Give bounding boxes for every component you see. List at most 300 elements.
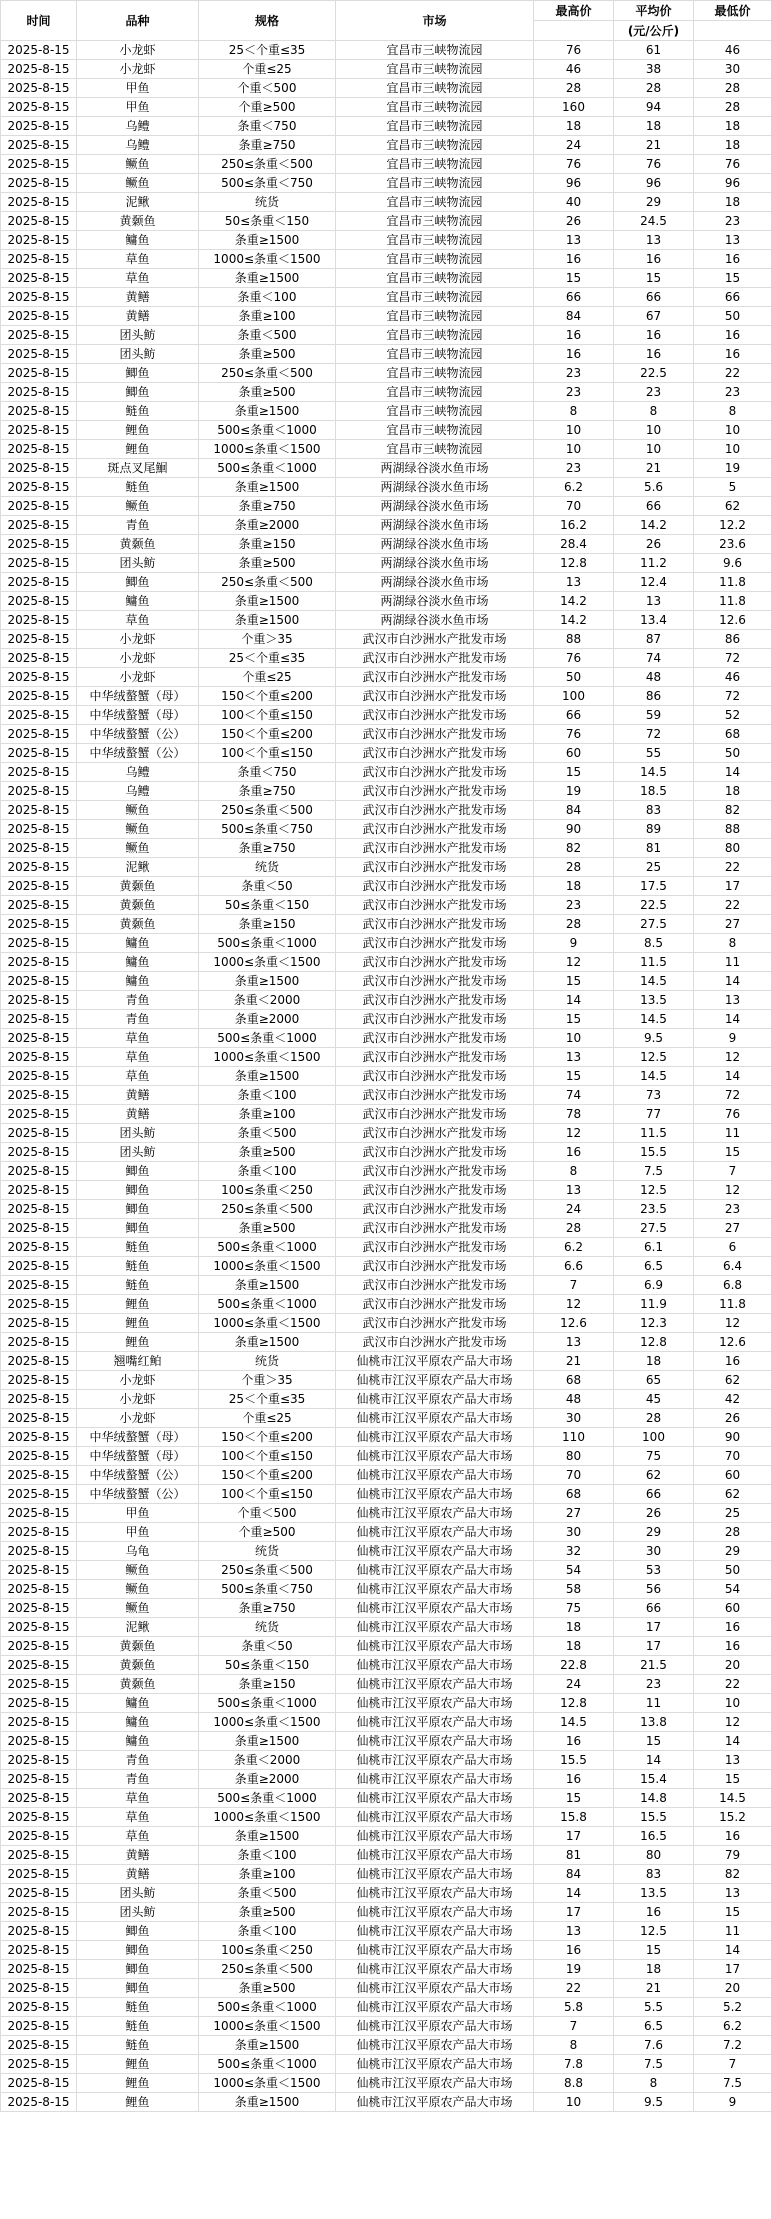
cell-time: 2025-8-15 (1, 535, 77, 554)
cell-min-price: 20 (694, 1656, 771, 1675)
cell-time: 2025-8-15 (1, 2036, 77, 2055)
table-row (1, 402, 771, 421)
cell-market: 武汉市白沙洲水产批发市场 (336, 915, 534, 934)
cell-spec: 250≤条重＜500 (199, 1561, 336, 1580)
table-row (1, 1732, 771, 1751)
cell-max-price: 40 (534, 193, 614, 212)
cell-avg-price: 16 (614, 1903, 694, 1922)
cell-spec: 1000≤条重＜1500 (199, 1048, 336, 1067)
cell-max-price: 81 (534, 1846, 614, 1865)
cell-time: 2025-8-15 (1, 1751, 77, 1770)
cell-time: 2025-8-15 (1, 1637, 77, 1656)
cell-time: 2025-8-15 (1, 212, 77, 231)
cell-variety: 鲢鱼 (77, 1276, 199, 1295)
cell-avg-price: 81 (614, 839, 694, 858)
cell-spec: 条重＜50 (199, 1637, 336, 1656)
table-row (1, 1447, 771, 1466)
cell-avg-price: 23.5 (614, 1200, 694, 1219)
cell-time: 2025-8-15 (1, 649, 77, 668)
cell-max-price: 46 (534, 60, 614, 79)
cell-variety: 鲢鱼 (77, 1257, 199, 1276)
cell-min-price: 6 (694, 1238, 771, 1257)
cell-market: 宜昌市三峡物流园 (336, 364, 534, 383)
cell-avg-price: 74 (614, 649, 694, 668)
cell-avg-price: 5.6 (614, 478, 694, 497)
cell-avg-price: 15.5 (614, 1808, 694, 1827)
cell-avg-price: 59 (614, 706, 694, 725)
cell-time: 2025-8-15 (1, 421, 77, 440)
cell-max-price: 15.5 (534, 1751, 614, 1770)
cell-min-price: 14 (694, 1010, 771, 1029)
cell-max-price: 13 (534, 1333, 614, 1352)
cell-spec: 条重＜100 (199, 288, 336, 307)
cell-min-price: 6.2 (694, 2017, 771, 2036)
cell-max-price: 12.6 (534, 1314, 614, 1333)
cell-time: 2025-8-15 (1, 668, 77, 687)
cell-market: 武汉市白沙洲水产批发市场 (336, 1200, 534, 1219)
cell-spec: 个重≤25 (199, 668, 336, 687)
cell-time: 2025-8-15 (1, 1124, 77, 1143)
cell-avg-price: 10 (614, 421, 694, 440)
cell-max-price: 76 (534, 649, 614, 668)
cell-variety: 黄颡鱼 (77, 896, 199, 915)
cell-avg-price: 11.5 (614, 1124, 694, 1143)
cell-max-price: 76 (534, 41, 614, 60)
cell-spec: 条重≥150 (199, 915, 336, 934)
cell-min-price: 10 (694, 1694, 771, 1713)
cell-spec: 500≤条重＜1000 (199, 1295, 336, 1314)
cell-avg-price: 9.5 (614, 2093, 694, 2112)
cell-market: 仙桃市江汉平原农产品大市场 (336, 2055, 534, 2074)
cell-market: 武汉市白沙洲水产批发市场 (336, 744, 534, 763)
cell-spec: 条重≥1500 (199, 1827, 336, 1846)
cell-avg-price: 12.8 (614, 1333, 694, 1352)
cell-market: 仙桃市江汉平原农产品大市场 (336, 1599, 534, 1618)
cell-spec: 条重≥1500 (199, 478, 336, 497)
cell-market: 武汉市白沙洲水产批发市场 (336, 687, 534, 706)
cell-avg-price: 14.5 (614, 972, 694, 991)
cell-avg-price: 72 (614, 725, 694, 744)
cell-avg-price: 14.5 (614, 763, 694, 782)
cell-min-price: 13 (694, 991, 771, 1010)
cell-max-price: 15 (534, 1067, 614, 1086)
cell-max-price: 19 (534, 1960, 614, 1979)
cell-avg-price: 6.1 (614, 1238, 694, 1257)
cell-min-price: 16 (694, 326, 771, 345)
cell-variety: 鲫鱼 (77, 1181, 199, 1200)
table-row (1, 1143, 771, 1162)
cell-spec: 500≤条重＜1000 (199, 1694, 336, 1713)
cell-min-price: 17 (694, 877, 771, 896)
cell-market: 武汉市白沙洲水产批发市场 (336, 1143, 534, 1162)
cell-avg-price: 87 (614, 630, 694, 649)
cell-avg-price: 73 (614, 1086, 694, 1105)
cell-spec: 个重＜500 (199, 1504, 336, 1523)
table-header (1, 1, 771, 41)
table-row (1, 1466, 771, 1485)
cell-variety: 草鱼 (77, 1789, 199, 1808)
cell-spec: 250≤条重＜500 (199, 573, 336, 592)
cell-spec: 条重≥500 (199, 1143, 336, 1162)
table-row (1, 763, 771, 782)
cell-variety: 青鱼 (77, 1770, 199, 1789)
cell-max-price: 84 (534, 1865, 614, 1884)
table-row (1, 79, 771, 98)
cell-min-price: 12.6 (694, 1333, 771, 1352)
cell-time: 2025-8-15 (1, 763, 77, 782)
table-row (1, 1713, 771, 1732)
cell-min-price: 11.8 (694, 1295, 771, 1314)
cell-spec: 条重≥100 (199, 307, 336, 326)
cell-time: 2025-8-15 (1, 1409, 77, 1428)
table-row (1, 478, 771, 497)
cell-time: 2025-8-15 (1, 1257, 77, 1276)
cell-min-price: 18 (694, 117, 771, 136)
cell-time: 2025-8-15 (1, 79, 77, 98)
table-row (1, 1846, 771, 1865)
cell-avg-price: 12.5 (614, 1048, 694, 1067)
cell-variety: 鲢鱼 (77, 478, 199, 497)
cell-avg-price: 89 (614, 820, 694, 839)
cell-min-price: 28 (694, 79, 771, 98)
cell-time: 2025-8-15 (1, 2074, 77, 2093)
cell-variety: 泥鳅 (77, 858, 199, 877)
cell-spec: 25＜个重≤35 (199, 41, 336, 60)
cell-min-price: 50 (694, 307, 771, 326)
cell-variety: 鳜鱼 (77, 155, 199, 174)
cell-spec: 条重≥1500 (199, 1732, 336, 1751)
cell-market: 武汉市白沙洲水产批发市场 (336, 839, 534, 858)
table-row (1, 421, 771, 440)
cell-spec: 统货 (199, 1618, 336, 1637)
cell-spec: 统货 (199, 193, 336, 212)
cell-variety: 黄鳝 (77, 1865, 199, 1884)
cell-time: 2025-8-15 (1, 782, 77, 801)
table-row (1, 516, 771, 535)
cell-variety: 黄颡鱼 (77, 915, 199, 934)
cell-max-price: 13 (534, 1048, 614, 1067)
cell-max-price: 54 (534, 1561, 614, 1580)
cell-max-price: 13 (534, 231, 614, 250)
cell-time: 2025-8-15 (1, 573, 77, 592)
cell-min-price: 12 (694, 1314, 771, 1333)
table-row (1, 706, 771, 725)
cell-variety: 黄鳝 (77, 288, 199, 307)
cell-spec: 条重≥500 (199, 383, 336, 402)
cell-spec: 条重＜100 (199, 1846, 336, 1865)
cell-time: 2025-8-15 (1, 383, 77, 402)
table-row (1, 1048, 771, 1067)
cell-avg-price: 61 (614, 41, 694, 60)
cell-min-price: 11.8 (694, 592, 771, 611)
cell-spec: 150＜个重≤200 (199, 687, 336, 706)
cell-spec: 条重＜50 (199, 877, 336, 896)
cell-min-price: 8 (694, 934, 771, 953)
cell-market: 武汉市白沙洲水产批发市场 (336, 706, 534, 725)
cell-max-price: 74 (534, 1086, 614, 1105)
table-row (1, 1979, 771, 1998)
cell-avg-price: 9.5 (614, 1029, 694, 1048)
cell-variety: 青鱼 (77, 516, 199, 535)
cell-variety: 甲鱼 (77, 1523, 199, 1542)
cell-market: 宜昌市三峡物流园 (336, 117, 534, 136)
cell-spec: 1000≤条重＜1500 (199, 953, 336, 972)
cell-time: 2025-8-15 (1, 592, 77, 611)
cell-market: 仙桃市江汉平原农产品大市场 (336, 1485, 534, 1504)
cell-min-price: 11 (694, 1922, 771, 1941)
table-row (1, 1941, 771, 1960)
cell-max-price: 32 (534, 1542, 614, 1561)
cell-market: 武汉市白沙洲水产批发市场 (336, 1048, 534, 1067)
cell-time: 2025-8-15 (1, 117, 77, 136)
cell-spec: 500≤条重＜1000 (199, 1998, 336, 2017)
cell-market: 仙桃市江汉平原农产品大市场 (336, 2017, 534, 2036)
cell-max-price: 28 (534, 1219, 614, 1238)
table-row (1, 1219, 771, 1238)
cell-time: 2025-8-15 (1, 1599, 77, 1618)
cell-spec: 条重＜100 (199, 1086, 336, 1105)
cell-max-price: 13 (534, 573, 614, 592)
cell-market: 宜昌市三峡物流园 (336, 60, 534, 79)
cell-avg-price: 7.5 (614, 1162, 694, 1181)
cell-min-price: 14 (694, 972, 771, 991)
cell-spec: 条重＜500 (199, 1884, 336, 1903)
cell-max-price: 8 (534, 2036, 614, 2055)
table-row (1, 250, 771, 269)
cell-variety: 青鱼 (77, 1751, 199, 1770)
cell-market: 仙桃市江汉平原农产品大市场 (336, 1998, 534, 2017)
cell-min-price: 11 (694, 953, 771, 972)
cell-time: 2025-8-15 (1, 1618, 77, 1637)
cell-min-price: 70 (694, 1447, 771, 1466)
cell-market: 宜昌市三峡物流园 (336, 345, 534, 364)
cell-avg-price: 27.5 (614, 915, 694, 934)
cell-max-price: 8 (534, 1162, 614, 1181)
table-row (1, 2036, 771, 2055)
cell-spec: 条重＜500 (199, 326, 336, 345)
cell-time: 2025-8-15 (1, 440, 77, 459)
cell-variety: 小龙虾 (77, 41, 199, 60)
cell-market: 仙桃市江汉平原农产品大市场 (336, 2074, 534, 2093)
cell-variety: 翘嘴红鲌 (77, 1352, 199, 1371)
cell-time: 2025-8-15 (1, 345, 77, 364)
cell-max-price: 76 (534, 155, 614, 174)
cell-min-price: 14 (694, 1941, 771, 1960)
cell-max-price: 66 (534, 288, 614, 307)
cell-time: 2025-8-15 (1, 1884, 77, 1903)
cell-avg-price: 21 (614, 1979, 694, 1998)
cell-spec: 1000≤条重＜1500 (199, 1713, 336, 1732)
cell-time: 2025-8-15 (1, 611, 77, 630)
cell-market: 仙桃市江汉平原农产品大市场 (336, 1922, 534, 1941)
cell-avg-price: 16.5 (614, 1827, 694, 1846)
cell-max-price: 70 (534, 497, 614, 516)
cell-time: 2025-8-15 (1, 2093, 77, 2112)
cell-min-price: 22 (694, 858, 771, 877)
cell-spec: 条重≥2000 (199, 1010, 336, 1029)
table-row (1, 1390, 771, 1409)
cell-min-price: 16 (694, 1618, 771, 1637)
cell-market: 仙桃市江汉平原农产品大市场 (336, 2036, 534, 2055)
cell-time: 2025-8-15 (1, 934, 77, 953)
cell-spec: 个重≥500 (199, 1523, 336, 1542)
table-row (1, 592, 771, 611)
cell-avg-price: 14 (614, 1751, 694, 1770)
cell-min-price: 15 (694, 1770, 771, 1789)
table-row (1, 1333, 771, 1352)
cell-variety: 小龙虾 (77, 1409, 199, 1428)
cell-spec: 50≤条重＜150 (199, 212, 336, 231)
table-row (1, 1124, 771, 1143)
cell-spec: 条重≥750 (199, 782, 336, 801)
cell-spec: 条重＜500 (199, 1124, 336, 1143)
cell-spec: 500≤条重＜750 (199, 820, 336, 839)
cell-market: 武汉市白沙洲水产批发市场 (336, 801, 534, 820)
cell-time: 2025-8-15 (1, 98, 77, 117)
cell-variety: 中华绒螯蟹（公） (77, 725, 199, 744)
cell-variety: 鳜鱼 (77, 801, 199, 820)
cell-time: 2025-8-15 (1, 1295, 77, 1314)
cell-time: 2025-8-15 (1, 1580, 77, 1599)
cell-time: 2025-8-15 (1, 1656, 77, 1675)
table-row (1, 1694, 771, 1713)
table-row (1, 2074, 771, 2093)
cell-variety: 鲫鱼 (77, 1922, 199, 1941)
cell-variety: 斑点叉尾鮰 (77, 459, 199, 478)
cell-time: 2025-8-15 (1, 193, 77, 212)
table-row (1, 440, 771, 459)
cell-spec: 条重≥1500 (199, 2093, 336, 2112)
cell-max-price: 23 (534, 364, 614, 383)
cell-spec: 统货 (199, 1542, 336, 1561)
cell-variety: 青鱼 (77, 991, 199, 1010)
table-row (1, 1523, 771, 1542)
cell-max-price: 8.8 (534, 2074, 614, 2093)
cell-time: 2025-8-15 (1, 1314, 77, 1333)
cell-variety: 鲤鱼 (77, 1295, 199, 1314)
cell-min-price: 10 (694, 440, 771, 459)
cell-market: 武汉市白沙洲水产批发市场 (336, 649, 534, 668)
cell-min-price: 11.8 (694, 573, 771, 592)
cell-time: 2025-8-15 (1, 687, 77, 706)
cell-time: 2025-8-15 (1, 1238, 77, 1257)
cell-market: 宜昌市三峡物流园 (336, 193, 534, 212)
table-row (1, 972, 771, 991)
cell-market: 仙桃市江汉平原农产品大市场 (336, 1789, 534, 1808)
cell-spec: 条重≥500 (199, 345, 336, 364)
cell-variety: 鲫鱼 (77, 1979, 199, 1998)
cell-market: 仙桃市江汉平原农产品大市场 (336, 1979, 534, 1998)
cell-max-price: 15 (534, 1789, 614, 1808)
cell-market: 宜昌市三峡物流园 (336, 288, 534, 307)
cell-time: 2025-8-15 (1, 307, 77, 326)
cell-max-price: 15 (534, 1010, 614, 1029)
cell-spec: 条重≥1500 (199, 231, 336, 250)
cell-avg-price: 18 (614, 1960, 694, 1979)
cell-variety: 小龙虾 (77, 668, 199, 687)
cell-min-price: 62 (694, 497, 771, 516)
cell-avg-price: 23 (614, 1675, 694, 1694)
cell-spec: 250≤条重＜500 (199, 801, 336, 820)
cell-variety: 团头鲂 (77, 1143, 199, 1162)
cell-market: 仙桃市江汉平原农产品大市场 (336, 1941, 534, 1960)
cell-max-price: 12 (534, 953, 614, 972)
cell-max-price: 9 (534, 934, 614, 953)
cell-market: 仙桃市江汉平原农产品大市场 (336, 1561, 534, 1580)
cell-variety: 乌鳢 (77, 136, 199, 155)
cell-spec: 1000≤条重＜1500 (199, 250, 336, 269)
cell-avg-price: 21.5 (614, 1656, 694, 1675)
cell-spec: 条重≥1500 (199, 402, 336, 421)
cell-avg-price: 11.2 (614, 554, 694, 573)
table-row (1, 1808, 771, 1827)
cell-time: 2025-8-15 (1, 1447, 77, 1466)
cell-market: 宜昌市三峡物流园 (336, 269, 534, 288)
cell-variety: 乌鳢 (77, 117, 199, 136)
cell-market: 仙桃市江汉平原农产品大市场 (336, 1447, 534, 1466)
cell-spec: 条重≥1500 (199, 592, 336, 611)
cell-min-price: 90 (694, 1428, 771, 1447)
cell-time: 2025-8-15 (1, 1941, 77, 1960)
cell-spec: 条重≥500 (199, 1219, 336, 1238)
cell-spec: 条重＜2000 (199, 1751, 336, 1770)
cell-market: 仙桃市江汉平原农产品大市场 (336, 1504, 534, 1523)
cell-variety: 乌鳢 (77, 782, 199, 801)
cell-market: 宜昌市三峡物流园 (336, 174, 534, 193)
cell-max-price: 14.5 (534, 1713, 614, 1732)
cell-avg-price: 13 (614, 231, 694, 250)
cell-spec: 条重≥1500 (199, 1276, 336, 1295)
cell-time: 2025-8-15 (1, 364, 77, 383)
cell-max-price: 7.8 (534, 2055, 614, 2074)
cell-max-price: 5.8 (534, 1998, 614, 2017)
cell-variety: 鳙鱼 (77, 592, 199, 611)
cell-min-price: 16 (694, 250, 771, 269)
table-row (1, 269, 771, 288)
cell-market: 武汉市白沙洲水产批发市场 (336, 1238, 534, 1257)
table-row (1, 1884, 771, 1903)
cell-spec: 条重＜100 (199, 1162, 336, 1181)
cell-market: 武汉市白沙洲水产批发市场 (336, 877, 534, 896)
cell-avg-price: 21 (614, 136, 694, 155)
cell-max-price: 110 (534, 1428, 614, 1447)
cell-market: 武汉市白沙洲水产批发市场 (336, 782, 534, 801)
cell-max-price: 28 (534, 915, 614, 934)
cell-market: 仙桃市江汉平原农产品大市场 (336, 1618, 534, 1637)
cell-market: 武汉市白沙洲水产批发市场 (336, 953, 534, 972)
cell-avg-price: 13 (614, 592, 694, 611)
cell-time: 2025-8-15 (1, 288, 77, 307)
cell-variety: 草鱼 (77, 1029, 199, 1048)
cell-variety: 黄颡鱼 (77, 1675, 199, 1694)
cell-min-price: 14 (694, 763, 771, 782)
cell-avg-price: 67 (614, 307, 694, 326)
cell-time: 2025-8-15 (1, 497, 77, 516)
cell-time: 2025-8-15 (1, 1485, 77, 1504)
cell-market: 宜昌市三峡物流园 (336, 136, 534, 155)
cell-market: 宜昌市三峡物流园 (336, 326, 534, 345)
cell-avg-price: 16 (614, 326, 694, 345)
cell-min-price: 60 (694, 1466, 771, 1485)
cell-time: 2025-8-15 (1, 820, 77, 839)
cell-time: 2025-8-15 (1, 1960, 77, 1979)
cell-market: 武汉市白沙洲水产批发市场 (336, 934, 534, 953)
cell-variety: 甲鱼 (77, 1504, 199, 1523)
cell-spec: 250≤条重＜500 (199, 364, 336, 383)
cell-min-price: 23 (694, 1200, 771, 1219)
cell-market: 武汉市白沙洲水产批发市场 (336, 972, 534, 991)
table-row (1, 326, 771, 345)
